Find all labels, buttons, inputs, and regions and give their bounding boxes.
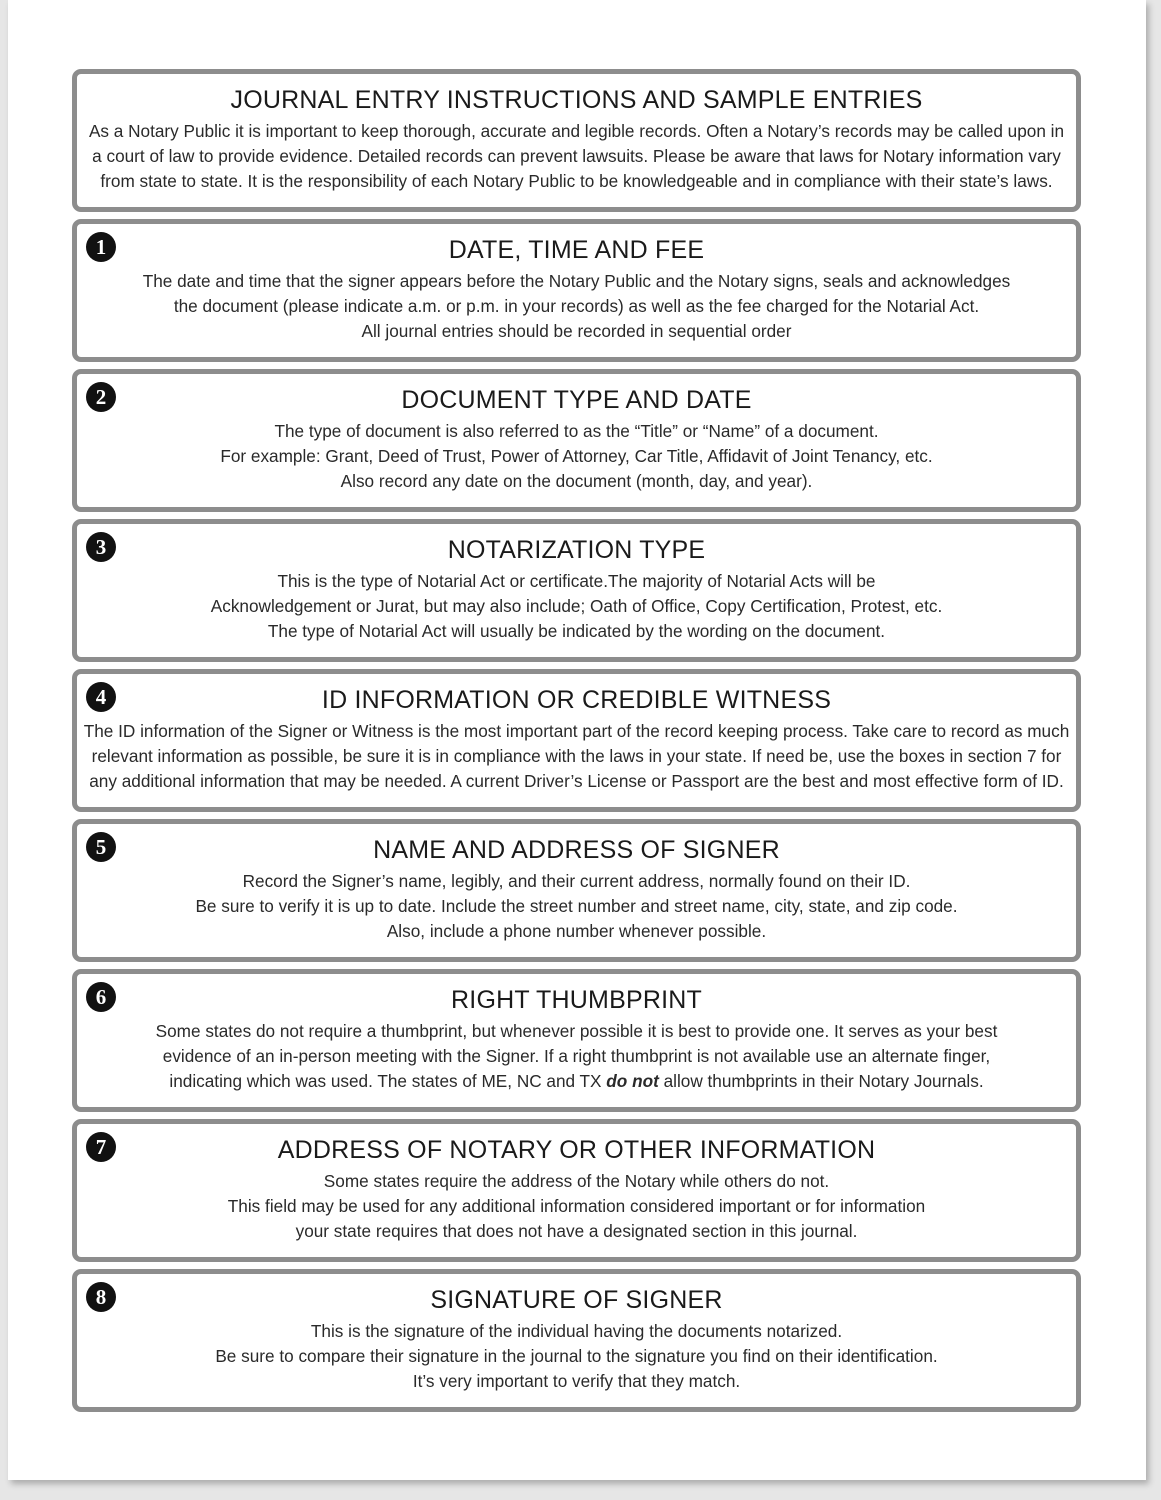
section-number-badge: 1 xyxy=(86,232,116,262)
section-line: The ID information of the Signer or Witness is the most important part of the record keeping process. Take care to record as much xyxy=(83,721,1070,741)
section-line: This field may be used for any additional information considered important or for information xyxy=(227,1196,926,1216)
section-line: Also record any date on the document (month, day, and year). xyxy=(340,471,813,491)
section-line: any additional information that may be needed. A current Driver’s License or Passport are the best and most effective form of ID. xyxy=(89,771,1064,791)
section-5-box xyxy=(72,819,1081,962)
emphasis-text: do not xyxy=(606,1071,659,1091)
section-title: DOCUMENT TYPE AND DATE xyxy=(401,386,752,414)
section-6-box xyxy=(72,969,1081,1112)
instructions-header-box xyxy=(72,69,1081,212)
section-number-badge: 3 xyxy=(86,532,116,562)
section-line: your state requires that does not have a designated section in this journal. xyxy=(295,1221,858,1241)
section-line: the document (please indicate a.m. or p.m. in your records) as well as the fee charged for the Notarial Act. xyxy=(173,296,980,316)
section-line: This is the signature of the individual having the documents notarized. xyxy=(310,1321,843,1341)
section-number-badge: 2 xyxy=(86,382,116,412)
section-8-box xyxy=(72,1269,1081,1412)
section-line: The date and time that the signer appears before the Notary Public and the Notary signs, seals and acknowledges xyxy=(142,271,1011,291)
section-body xyxy=(77,1169,1076,1244)
header-line: As a Notary Public it is important to keep thorough, accurate and legible records. Often a Notary’s records may be called upon in xyxy=(88,121,1065,141)
section-line-text: indicating which was used. The states of ME, NC and TX xyxy=(169,1071,607,1091)
section-line: It’s very important to verify that they match. xyxy=(412,1371,741,1391)
section-number-badge: 7 xyxy=(86,1132,116,1162)
header-body xyxy=(77,119,1076,194)
section-3-box xyxy=(72,519,1081,662)
section-body xyxy=(77,1319,1076,1394)
section-number-badge: 4 xyxy=(86,682,116,712)
section-body xyxy=(77,719,1076,794)
section-title: NOTARIZATION TYPE xyxy=(447,536,706,564)
section-line: evidence of an in-person meeting with the Signer. If a right thumbprint is not available use an alternate finger, xyxy=(162,1046,991,1066)
section-number-badge: 6 xyxy=(86,982,116,1012)
section-2-box xyxy=(72,369,1081,512)
section-line: This is the type of Notarial Act or certificate.The majority of Notarial Acts will be xyxy=(277,571,876,591)
section-line: relevant information as possible, be sure it is in compliance with the laws in your state. If need be, use the boxes in section 7 for xyxy=(91,746,1062,766)
section-line: For example: Grant, Deed of Trust, Power of Attorney, Car Title, Affidavit of Joint Tenancy, etc. xyxy=(220,446,933,466)
section-number-badge: 8 xyxy=(86,1282,116,1312)
section-line: Acknowledgement or Jurat, but may also include; Oath of Office, Copy Certification, Protest, etc. xyxy=(210,596,943,616)
section-number-badge: 5 xyxy=(86,832,116,862)
section-body xyxy=(77,1019,1076,1094)
section-body xyxy=(77,869,1076,944)
section-line: Some states do not require a thumbprint, but whenever possible it is best to provide one. It serves as your best xyxy=(155,1021,998,1041)
section-title: RIGHT THUMBPRINT xyxy=(451,986,702,1014)
section-title: NAME AND ADDRESS OF SIGNER xyxy=(373,836,780,864)
section-4-box xyxy=(72,669,1081,812)
section-line-text: allow thumbprints in their Notary Journals. xyxy=(658,1071,984,1091)
page-title: JOURNAL ENTRY INSTRUCTIONS AND SAMPLE ENTRIES xyxy=(230,86,923,114)
section-body xyxy=(77,419,1076,494)
header-line: a court of law to provide evidence. Detailed records can prevent lawsuits. Please be aware that laws for Notary information vary xyxy=(92,146,1061,166)
section-line: Be sure to compare their signature in the journal to the signature you find on their identification. xyxy=(215,1346,938,1366)
section-title: SIGNATURE OF SIGNER xyxy=(430,1286,723,1314)
section-line: Record the Signer’s name, legibly, and their current address, normally found on their ID. xyxy=(242,871,911,891)
header-line: from state to state. It is the responsibility of each Notary Public to be knowledgeable and in compliance with their state’s laws. xyxy=(100,171,1053,191)
section-title: ID INFORMATION OR CREDIBLE WITNESS xyxy=(321,686,832,714)
section-line xyxy=(77,1069,1076,1094)
section-line: Be sure to verify it is up to date. Include the street number and street name, city, state, and zip code. xyxy=(195,896,958,916)
section-title: DATE, TIME AND FEE xyxy=(448,236,705,264)
section-line: The type of document is also referred to as the “Title” or “Name” of a document. xyxy=(274,421,879,441)
section-body xyxy=(77,569,1076,644)
section-body xyxy=(77,269,1076,344)
section-line: The type of Notarial Act will usually be indicated by the wording on the document. xyxy=(267,621,886,641)
section-title: ADDRESS OF NOTARY OR OTHER INFORMATION xyxy=(277,1136,876,1164)
section-line: All journal entries should be recorded in sequential order xyxy=(361,321,792,341)
section-line: Also, include a phone number whenever possible. xyxy=(386,921,767,941)
section-1-box xyxy=(72,219,1081,362)
section-line: Some states require the address of the Notary while others do not. xyxy=(323,1171,830,1191)
section-7-box xyxy=(72,1119,1081,1262)
